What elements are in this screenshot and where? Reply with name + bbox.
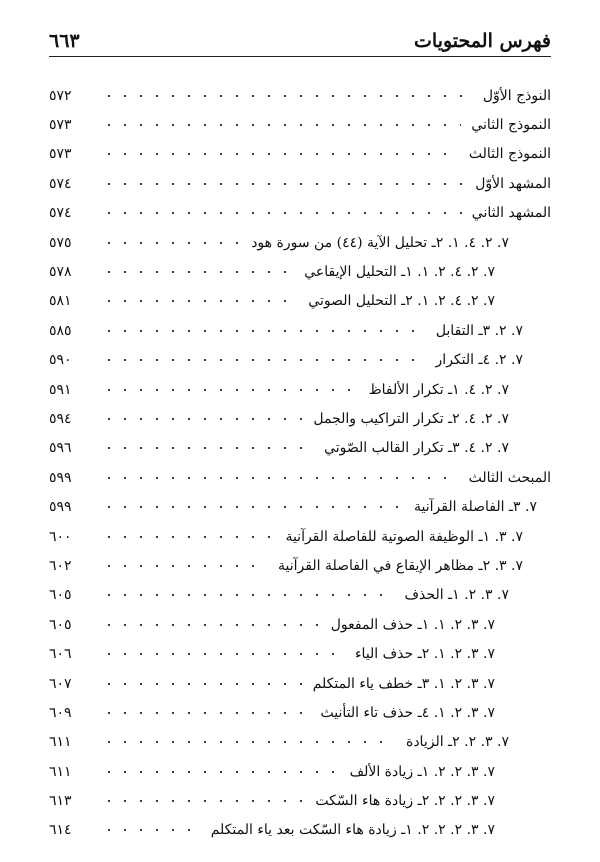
- toc-entry: [49, 698, 551, 727]
- toc-entry: [49, 81, 551, 110]
- toc-entry: [49, 816, 551, 845]
- dot-leader: [101, 823, 201, 837]
- toc-entry-title: النموذج الثالث: [468, 146, 551, 163]
- toc-entry: [49, 316, 551, 345]
- toc-entry: [49, 287, 551, 316]
- dot-leader: [101, 706, 310, 720]
- toc-entry: [49, 669, 551, 698]
- dot-leader: [101, 647, 345, 661]
- toc-entry-page: ٥٧٣: [49, 117, 72, 134]
- toc-entry: [49, 169, 551, 198]
- dot-leader: [101, 500, 404, 514]
- toc-entry-title: ٧. ٣. ٢. ١. ١ـ حذف المفعول: [330, 616, 495, 633]
- toc-entry: [49, 404, 551, 433]
- toc-entry-title: المشهد الثاني: [471, 205, 551, 222]
- dot-leader: [101, 177, 465, 191]
- toc-entry-page: ٥٨١: [49, 293, 72, 310]
- toc-entry: [49, 728, 551, 757]
- toc-entry-page: ٥٩٩: [49, 499, 72, 516]
- toc-entry-title: المشهد الأوّل: [475, 175, 551, 192]
- dot-leader: [101, 412, 303, 426]
- toc-entry-title: ٧. ٣. ١ـ الوظيفة الصوتية للفاصلة القرآنية: [285, 528, 523, 545]
- dot-leader: [101, 559, 268, 573]
- toc-entry-title: ٧. ٣. ٢. ٢. ٢ـ زيادة هاء السّكت: [315, 793, 495, 810]
- toc-entry-title: ٧. ٢. ٤ـ التكرار: [435, 352, 523, 369]
- toc-entry: [49, 434, 551, 463]
- toc-entry-page: ٦١١: [49, 763, 72, 780]
- toc-entry-page: ٥٩٦: [49, 440, 72, 457]
- toc-entry-page: ٥٩٩: [49, 469, 72, 486]
- toc-entry-page: ٦٠٦: [49, 646, 72, 663]
- toc-entry-title: ٧. ٣. ٢. ١. ٢ـ حذف الياء: [354, 646, 495, 663]
- toc-entry-page: ٦٠٥: [49, 616, 72, 633]
- toc-entry-title: ٧. ٢. ٤. ٢. ١. ٢ـ التحليل الصوتي: [308, 293, 495, 310]
- toc-entry-title: ٧. ٣. ٢ـ مظاهر الإيقاع في الفاصلة القرآنية: [278, 557, 523, 574]
- toc-entry-title: ٧. ٣. ٢. ١. ٤ـ حذف تاء التأنيث: [320, 704, 495, 721]
- dot-leader: [101, 530, 275, 544]
- page-title: فهرس المحتويات: [414, 30, 551, 52]
- toc-entry: [49, 110, 551, 139]
- dot-leader: [101, 118, 461, 132]
- toc-entry-page: ٥٧٥: [49, 234, 72, 251]
- dot-leader: [101, 735, 396, 749]
- toc-entry-title: ٧. ٣. ٢. ٢ـ الزيادة: [405, 734, 509, 751]
- toc-entry-page: ٥٧٤: [49, 205, 72, 222]
- toc-entry-page: ٥٧٢: [49, 87, 72, 104]
- toc-entry-page: ٥٧٨: [49, 264, 72, 281]
- dot-leader: [101, 794, 305, 808]
- dot-leader: [101, 294, 298, 308]
- page-header: [49, 14, 551, 57]
- toc-entry-title: النموذج الثاني: [471, 117, 551, 134]
- toc-entry: [49, 610, 551, 639]
- dot-leader: [101, 206, 462, 220]
- toc-entry: [49, 346, 551, 375]
- dot-leader: [101, 236, 241, 250]
- toc-entry: [49, 375, 551, 404]
- toc-entry-page: ٦١٤: [49, 822, 72, 839]
- dot-leader: [101, 324, 426, 338]
- toc-entry-title: ٧. ٢. ٤. ١. ٢ـ تحليل الآية (٤٤) من سورة هود: [251, 234, 509, 251]
- dot-leader: [101, 471, 459, 485]
- toc-entry-title: ٧. ٣ـ الفاصلة القرآنية: [414, 499, 537, 516]
- toc-entry-page: ٦٠٩: [49, 704, 72, 721]
- toc-entry-title: ٧. ٢. ٣ـ التقابل: [435, 322, 523, 339]
- toc-entry: [49, 463, 551, 492]
- toc-entry-title: النوذج الأوّل: [482, 87, 551, 104]
- toc-entry-title: ٧. ٢. ٤. ٣ـ تكرار القالب الصّوتي: [324, 440, 509, 457]
- toc-entry: [49, 757, 551, 786]
- dot-leader: [101, 677, 303, 691]
- dot-leader: [101, 765, 340, 779]
- toc-entry-page: ٦١١: [49, 734, 72, 751]
- toc-entry-title: ٧. ٣. ٢. ١ـ الحذف: [404, 587, 509, 604]
- toc-entry: [49, 257, 551, 286]
- dot-leader: [101, 618, 321, 632]
- toc-entry: [49, 581, 551, 610]
- dot-leader: [101, 441, 314, 455]
- toc-entry-page: ٥٨٥: [49, 322, 72, 339]
- toc-entry-page: ٥٩٠: [49, 352, 72, 369]
- dot-leader: [101, 147, 459, 161]
- toc-entry-page: ٦١٣: [49, 793, 72, 810]
- toc-entry-title: المبحث الثالث: [468, 469, 551, 486]
- toc-entry-page: ٦٠٧: [49, 675, 72, 692]
- toc-entry-page: ٥٩١: [49, 381, 72, 398]
- toc-entry: [49, 228, 551, 257]
- toc-entry-page: ٦٠٠: [49, 528, 72, 545]
- toc-entry-page: ٦٠٥: [49, 587, 72, 604]
- toc-entry: [49, 522, 551, 551]
- toc-entry: [49, 199, 551, 228]
- toc-entry: [49, 786, 551, 815]
- toc-entry: [49, 140, 551, 169]
- dot-leader: [101, 383, 359, 397]
- toc-entry-page: ٥٧٤: [49, 175, 72, 192]
- toc-entry-title: ٧. ٢. ٤. ١ـ تكرار الألفاظ: [368, 381, 509, 398]
- toc-entry: [49, 551, 551, 580]
- toc-entry-title: ٧. ٣. ٢. ١. ٣ـ خطف ياء المتكلم: [312, 675, 495, 692]
- toc-list: [49, 81, 551, 845]
- toc-entry: [49, 639, 551, 668]
- dot-leader: [101, 353, 426, 367]
- toc-entry-title: ٧. ٣. ٢. ٢. ١ـ زيادة الألف: [349, 763, 495, 780]
- dot-leader: [101, 89, 473, 103]
- toc-entry-title: ٧. ٣. ٢. ٢. ٢. ١ـ زيادة هاء السّكت بعد ياء المتكلم: [210, 822, 495, 839]
- toc-entry: [49, 492, 551, 521]
- toc-entry-title: ٧. ٢. ٤. ٢ـ تكرار التراكيب والجمل: [313, 410, 509, 427]
- dot-leader: [101, 588, 395, 602]
- page-number: ٦٦٣: [49, 30, 80, 52]
- dot-leader: [101, 265, 294, 279]
- toc-entry-page: ٥٩٤: [49, 410, 72, 427]
- toc-entry-title: ٧. ٢. ٤. ٢. ١. ١ـ التحليل الإيقاعي: [304, 264, 495, 281]
- toc-entry-page: ٦٠٢: [49, 557, 72, 574]
- toc-entry-page: ٥٧٣: [49, 146, 72, 163]
